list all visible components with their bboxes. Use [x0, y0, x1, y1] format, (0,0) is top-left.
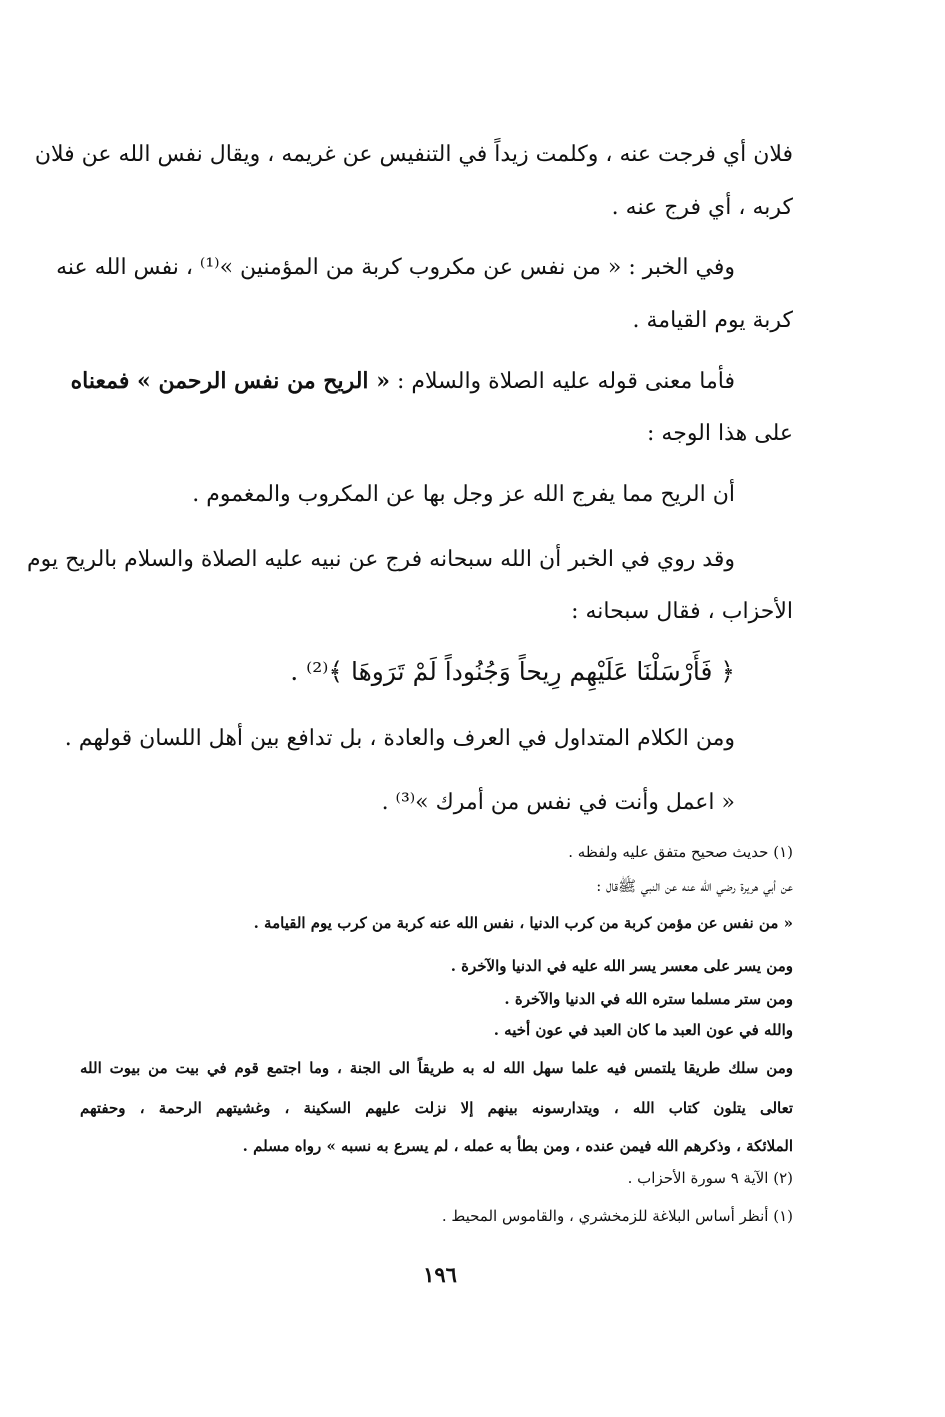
page-number: ١٩٦ [423, 1262, 457, 1287]
footnote-1-line-3: « من نفس عن مؤمن كربة من كرب الدنيا ، نفس الله عنه كربة من كرب يوم القيامة . [253, 914, 793, 932]
footnote-1-line-9: الملائكة ، وذكرهم الله فيمن عنده ، ومن بطأ به عمله ، لم يسرع به نسبه » رواه مسلم . [242, 1137, 793, 1155]
paragraph-3-line-2: على هذا الوجه : [647, 421, 793, 446]
footnote-1-line-4: ومن يسر على معسر يسر الله عليه في الدنيا والآخرة . [450, 957, 793, 975]
paragraph-6-line-1: ومن الكلام المتداول في العرف والعادة ، بل تدافع بين أهل اللسان قولهم . [64, 726, 735, 751]
footnote-3: (١) أنظر أساس البلاغة للزمخشري ، والقاموس المحيط . [441, 1207, 793, 1225]
paragraph-2-line-1: وفي الخبر : « من نفس عن مكروب كربة من المؤمنين »⁽¹⁾ ، نفس الله عنه [56, 255, 735, 280]
footnote-1-line-6: والله في عون العبد ما كان العبد في عون أخيه . [493, 1021, 793, 1039]
paragraph-3-line-1 [70, 366, 735, 397]
footnote-2: (٢) الآية ٩ سورة الأحزاب . [627, 1169, 793, 1187]
paragraph-1-line-2: كربه ، أي فرج عنه . [611, 195, 793, 220]
paragraph-2-line-2: كربة يوم القيامة . [632, 308, 793, 333]
paragraph-3-quote: « الريح من نفس الرحمن » فمعناه [70, 368, 390, 394]
paragraph-5-line-1: وقد روي في الخبر أن الله سبحانه فرج عن نبيه عليه الصلاة والسلام بالريح يوم [27, 547, 735, 572]
footnote-1-line-2: عن أبي هريرة رضي الله عنه عن النبي ﷺقال : [596, 877, 793, 895]
footnote-1-line-5: ومن ستر مسلما ستره الله في الدنيا والآخرة . [504, 990, 793, 1008]
paragraph-1-line-1: فلان أي فرجت عنه ، وكلمت زيداً في التنفيس عن غريمه ، ويقال نفس الله عن فلان [34, 142, 793, 167]
paragraph-7-line-1: « اعمل وأنت في نفس من أمرك »⁽³⁾ . [381, 790, 735, 815]
paragraph-3-text: فأما معنى قوله عليه الصلاة والسلام : [389, 369, 735, 394]
quran-verse: ﴿ فَأَرْسَلْنَا عَلَيْهِم رِيحاً وَجُنُوداً لَمْ تَرَوهَا ﴾⁽²⁾ . [290, 657, 735, 686]
footnote-1: (١) حديث صحيح متفق عليه ولفظه . [568, 843, 793, 861]
paragraph-4-line-1: أن الريح مما يفرج الله عز وجل بها عن المكروب والمغموم . [192, 482, 735, 507]
paragraph-5-line-2: الأحزاب ، فقال سبحانه : [571, 599, 793, 624]
footnote-1-line-8: تعالى يتلون كتاب الله ، ويتدارسونه بينهم إلا نزلت عليهم السكينة ، وغشيتهم الرحمة ، وحفتهم [80, 1099, 793, 1117]
footnote-1-line-7: ومن سلك طريقا يلتمس فيه علما سهل الله له به طريقاً الى الجنة ، وما اجتمع قوم في بيت من بيوت الله [80, 1059, 793, 1077]
